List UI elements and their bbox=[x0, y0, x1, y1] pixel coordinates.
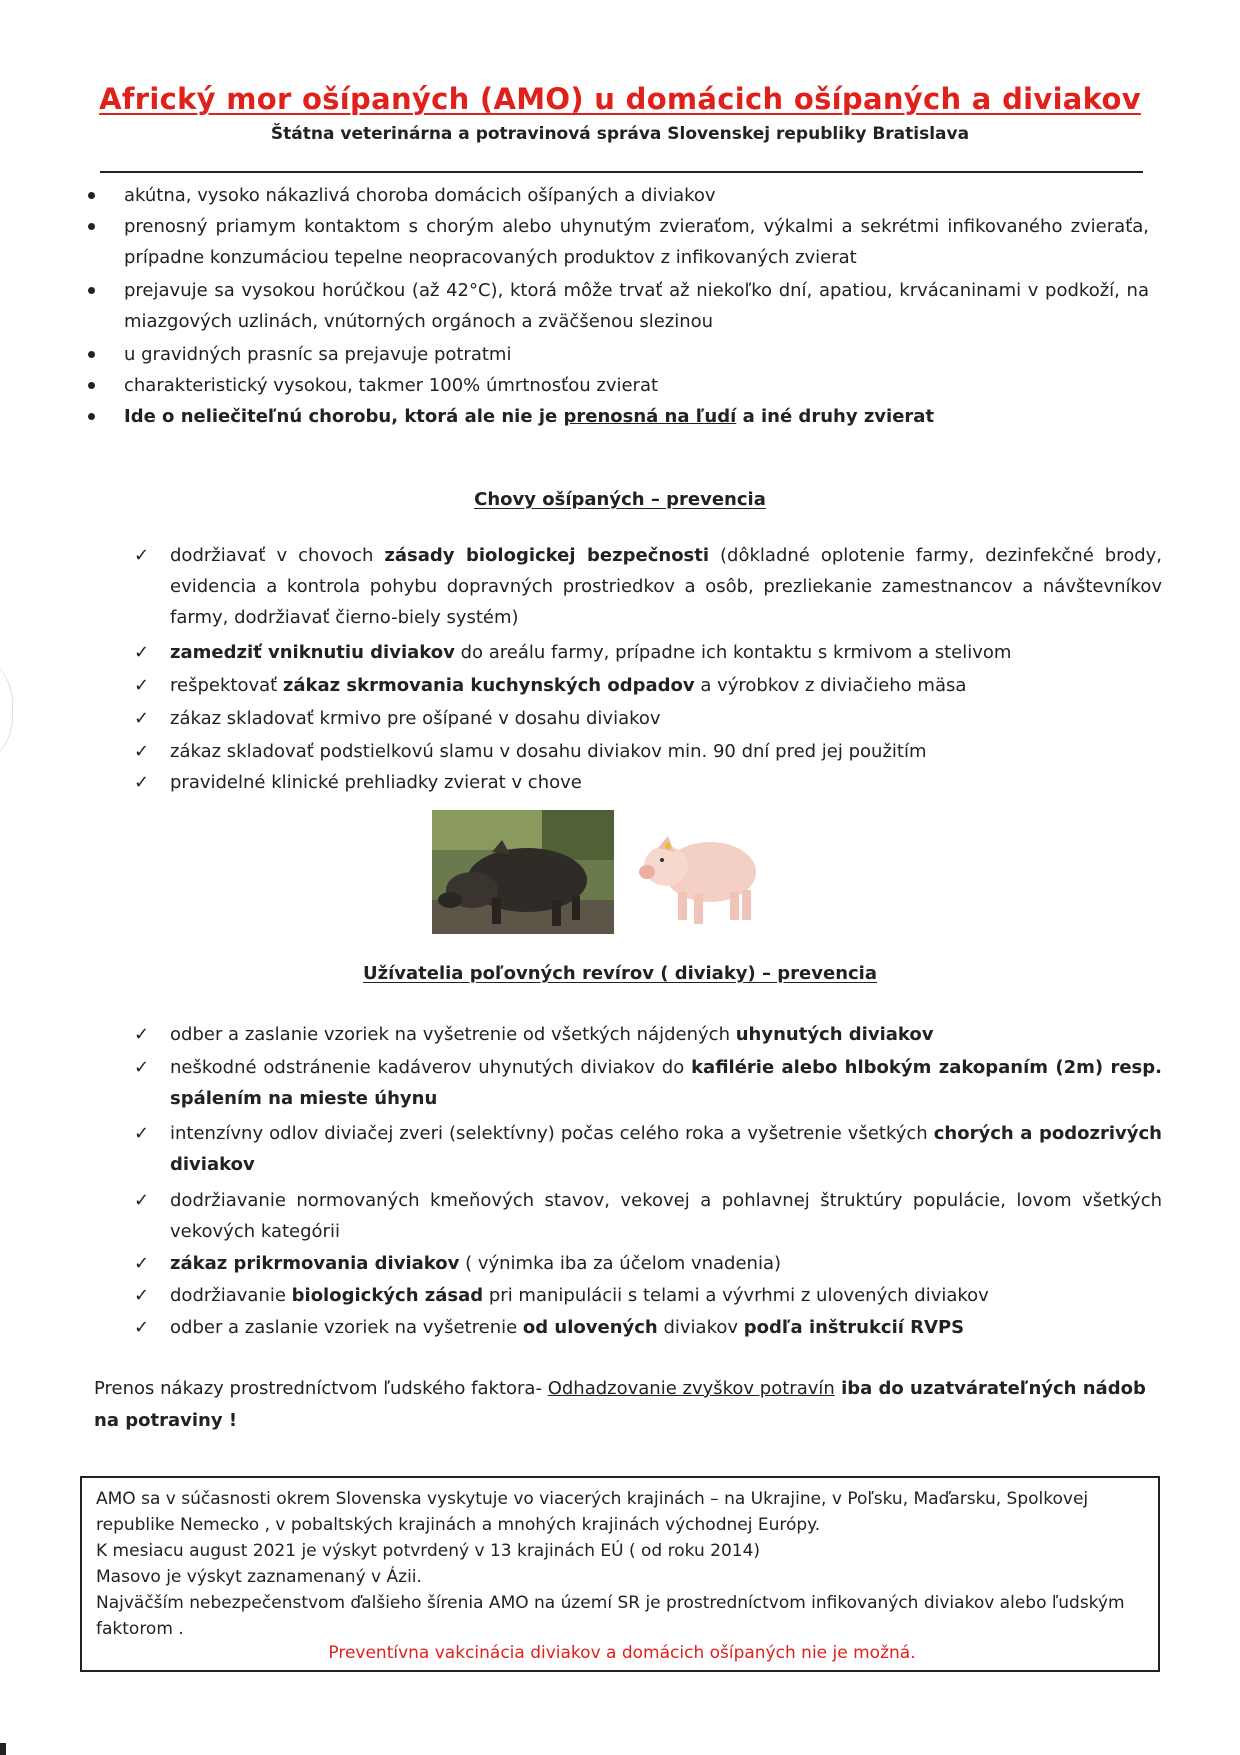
checkmark-icon: ✓ bbox=[134, 1317, 150, 1338]
section-heading-farms: Chovy ošípaných – prevencia bbox=[474, 489, 766, 510]
checkmark-icon: ✓ bbox=[134, 1123, 150, 1144]
bullet-icon bbox=[88, 192, 95, 199]
info-line: Najväčším nebezpečenstvom ďalšieho šírenia AMO na území SR je prostredníctvom infikovaných diviakov alebo ľudským faktorom . bbox=[96, 1593, 1125, 1639]
checkmark-icon: ✓ bbox=[134, 545, 150, 566]
header-divider bbox=[100, 171, 1143, 173]
info-line: AMO sa v súčasnosti okrem Slovenska vyskytuje vo viacerých krajinách – na Ukrajine, v Poľsku, Maďarsku, Spolkovej republike Nemecko , v pobaltských krajinách a mnohých krajinách východnej Európy. bbox=[96, 1489, 1089, 1535]
info-line: K mesiacu august 2021 je výskyt potvrdený v 13 krajinách EÚ ( od roku 2014) bbox=[96, 1541, 761, 1561]
checkmark-icon: ✓ bbox=[134, 741, 150, 762]
section-heading-hunters: Užívatelia poľovných revírov ( diviaky) – prevencia bbox=[363, 963, 877, 984]
bullet-icon bbox=[88, 413, 95, 420]
bullet-icon bbox=[88, 382, 95, 389]
vaccination-warning: Preventívna vakcinácia diviakov a domácich ošípaných nie je možná. bbox=[328, 1643, 916, 1663]
wild-boar-photo bbox=[432, 810, 614, 934]
bullet-icon bbox=[88, 223, 95, 230]
info-line: Masovo je výskyt zaznamenaný v Ázii. bbox=[96, 1567, 422, 1587]
checkmark-icon: ✓ bbox=[134, 1190, 150, 1211]
checkmark-icon: ✓ bbox=[134, 1285, 150, 1306]
checkmark-icon: ✓ bbox=[134, 1253, 150, 1274]
checkmark-icon: ✓ bbox=[134, 772, 150, 793]
checkmark-icon: ✓ bbox=[134, 708, 150, 729]
checkmark-icon: ✓ bbox=[134, 1024, 150, 1045]
piglet-image bbox=[638, 820, 766, 932]
checkmark-icon: ✓ bbox=[134, 642, 150, 663]
scan-edge-mark bbox=[0, 650, 13, 770]
checkmark-icon: ✓ bbox=[134, 1057, 150, 1078]
info-box bbox=[80, 1476, 1160, 1672]
document-page: Africký mor ošípaných (AMO) u domácich ošípaných a diviakov Štátna veterinárna a potravinová správa Slovenskej republiky Bratislava akútna, vysoko nákazlivá choroba domácich ošípaných a diviakov prenosný priamym kontaktom s chorým alebo uhynutým zvieraťom, výkalmi a sekrétmi infikovaného zvieraťa, prípadne konzumáciou tepelne neopracovaných produktov z infikovaných zvierat prejavuje sa vysokou horúčkou (až 42°C), ktorá môže trvať až niekoľko dní, apatiou, krvácaninami v podkoží, na miazgových uzlinách, vnútorných orgánoch a zväčšenou slezinou u gravidných prasníc sa prejavuje potratmi charakteristický vysokou, takmer 100% úmrtnosťou zvierat Ide o neliečiteľnú chorobu, ktorá ale nie je prenosná na ľudí a iné druhy zvierat Chovy ošípaných – prevencia ✓ dodržiavať v chovoch zásady biologickej bezpečnosti (dôkladné oplotenie farmy, dezinfekčné brody, evidencia a kontrola pohybu dopravných prostriedkov a osôb, prezliekanie zamestnancov a návštevníkov farmy, dodržiavať čierno-biely systém) ✓ zamedziť vniknutiu diviakov do areálu farmy, prípadne ich kontaktu s krmivom a stelivom ✓ rešpektovať zákaz skrmovania kuchynských odpadov a výrobkov z diviačieho mäsa ✓ zákaz skladovať krmivo pre ošípané v dosahu diviakov ✓ zákaz skladovať podstielkovú slamu v dosahu diviakov min. 90 dní pred jej použitím ✓ pravidelné klinické prehliadky zvierat v chove Užívatelia poľovných revírov ( diviaky) – prevencia ✓ odber a zaslanie vzoriek na vyšetrenie od všetkých nájdených uhynutých diviakov ✓ neškodné odstránenie kadáverov uhynutých diviakov do kafilérie alebo hlbokým zakopaním (2m) resp. spálením na mieste úhynu ✓ intenzívny odlov diviačej zveri (selektívny) počas celého roka a vyšetrenie všetkých chorých a podozrivých diviakov ✓ dodržiavanie normovaných kmeňových stavov, vekovej a pohlavnej štruktúry populácie, lovom všetkých vekových kategórii ✓ zákaz prikrmovania diviakov ( výnimka iba za účelom vnadenia) ✓ dodržiavanie biologických zásad pri manipulácii s telami a vývrhmi z ulovených diviakov ✓ odber a zaslanie vzoriek na vyšetrenie od ulovených diviakov podľa inštrukcií RVPS Prenos nákazy prostredníctvom ľudského faktora- Odhadzovanie zvyškov potravín iba do uzatvárateľných nádob na potraviny ! AMO sa v súčasnosti okrem Slovenska vyskytuje vo viacerých krajinách – na Ukrajine, v Poľsku, Maďarsku, Spolkovej republike Nemecko , v pobaltských krajinách a mnohých krajinách východnej Európy. K mesiacu august 2021 je výskyt potvrdený v 13 krajinách EÚ ( od roku 2014) Masovo je výskyt zaznamenaný v Ázii. Najväčším nebezpečenstvom ďalšieho šírenia AMO na území SR je prostredníctvom infikovaných diviakov alebo ľudským faktorom . Preventívna vakcinácia diviakov a domácich ošípaných nie je možná. bbox=[0, 0, 1240, 1755]
bullet-icon bbox=[88, 287, 95, 294]
checkmark-icon: ✓ bbox=[134, 675, 150, 696]
document-subtitle: Štátna veterinárna a potravinová správa Slovenskej republiky Bratislava bbox=[270, 124, 970, 144]
scan-corner-mark bbox=[0, 1743, 6, 1755]
document-title: Africký mor ošípaných (AMO) u domácich ošípaných a diviakov bbox=[99, 82, 1141, 116]
transmission-note: Prenos nákazy prostredníctvom ľudského faktora- Odhadzovanie zvyškov potravín iba do uzatvárateľných nádob na potraviny ! bbox=[94, 1378, 1146, 1431]
bullet-icon bbox=[88, 351, 95, 358]
